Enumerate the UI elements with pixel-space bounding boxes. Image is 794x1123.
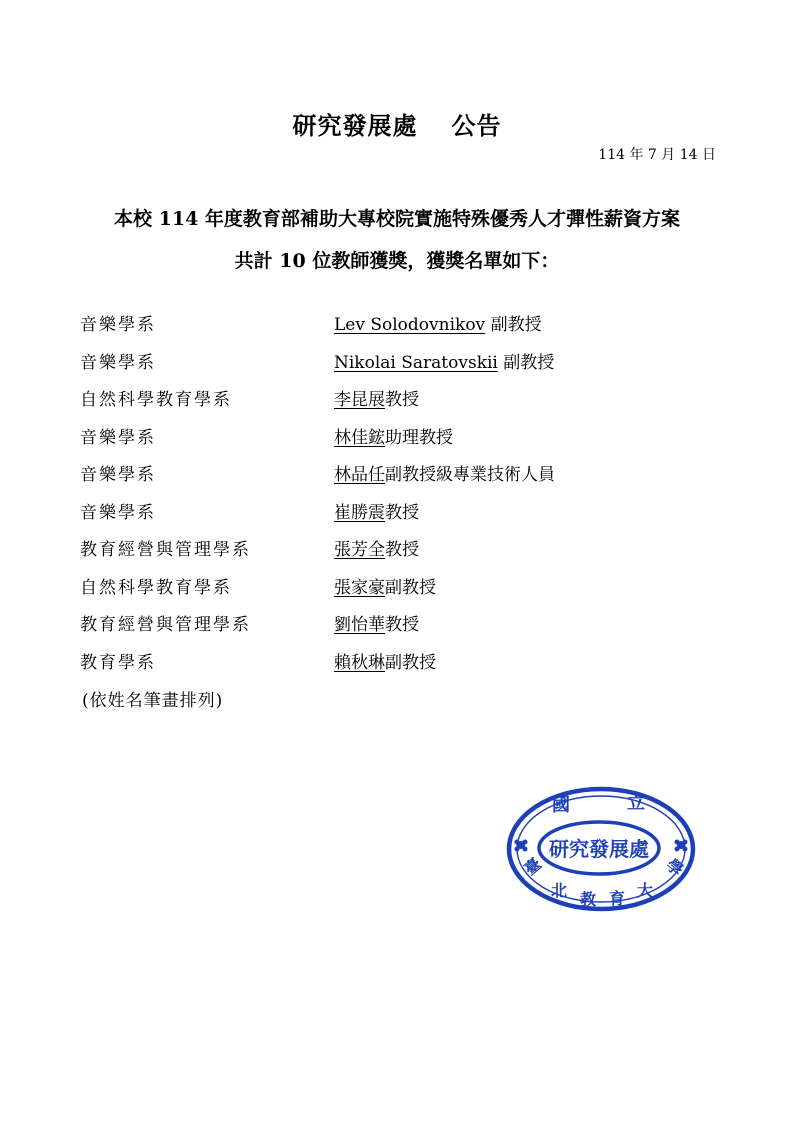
awardee-title: 副教授 (385, 652, 436, 673)
seal-char-tai: 臺 (520, 854, 545, 880)
awardee-name: 李昆展 (334, 390, 385, 410)
seal-char-li: 立 (627, 793, 645, 814)
awardee-person (334, 385, 419, 410)
awardee-person (334, 610, 419, 635)
awardee-name: 張芳全 (334, 540, 385, 560)
awardee-title: 副教授 (385, 577, 436, 598)
awardee-person (334, 498, 419, 523)
awardee-row (80, 460, 720, 498)
awardee-row (80, 348, 720, 386)
seal-char-jiao: 教 (579, 890, 597, 909)
awardee-title: 副教授 (497, 352, 555, 373)
awardee-row (80, 423, 720, 461)
seal-char-guo: 國 (552, 795, 570, 816)
awardee-row (80, 573, 720, 611)
awardee-row (80, 535, 720, 573)
awardee-department: 教育經營與管理學系 (80, 615, 251, 635)
title-announcement: 公告 (451, 111, 502, 140)
awardee-title: 副教授 (485, 315, 542, 335)
awardee-person (334, 648, 436, 673)
awardee-row (80, 310, 720, 348)
awardee-name: Lev Solodovnikov (334, 315, 486, 335)
page-title (0, 106, 794, 141)
awardee-person (334, 348, 554, 373)
seal-center-text: 研究發展處 (549, 837, 649, 861)
announcement-date: 114 年 7 月 14 日 (598, 147, 716, 163)
awardee-name: 賴秋琳 (334, 652, 385, 673)
awardee-department: 自然科學教育學系 (80, 390, 232, 410)
awardee-row (80, 385, 720, 423)
awardee-name: Nikolai Saratovskii (334, 352, 498, 373)
awardee-person (334, 573, 436, 598)
awardee-title: 教授 (385, 502, 419, 523)
awardee-title: 副教授級專業技術人員 (385, 465, 555, 485)
heading-line-2: 共計 10 位教師獲獎，獲獎名單如下： (234, 250, 560, 272)
awardee-row (80, 648, 720, 686)
awardee-department: 音樂學系 (80, 465, 156, 485)
office-seal (505, 785, 697, 913)
awardee-row (80, 498, 720, 536)
awardee-name: 崔勝震 (334, 502, 385, 523)
awardee-person (334, 535, 419, 560)
awardee-department: 自然科學教育學系 (80, 577, 232, 598)
awardee-department: 音樂學系 (80, 352, 156, 373)
awardee-title: 教授 (385, 615, 419, 635)
awardee-title: 教授 (385, 540, 419, 560)
awardee-department: 音樂學系 (80, 427, 156, 448)
awardee-person (334, 460, 555, 485)
seal-char-yu: 育 (608, 889, 626, 908)
seal-char-xue: 學 (662, 854, 687, 880)
awardee-department: 教育學系 (80, 652, 156, 673)
awardee-name: 張家豪 (334, 577, 385, 598)
awardee-department: 教育經營與管理學系 (80, 540, 251, 560)
awardee-name: 林佳鋐 (334, 427, 385, 448)
title-office: 研究發展處 (292, 111, 418, 140)
awardee-person (334, 423, 453, 448)
awardee-person (334, 310, 542, 335)
awardee-title: 助理教授 (385, 427, 453, 448)
plum-blossom-icon (515, 840, 528, 852)
awardee-list (80, 310, 720, 685)
awardee-title: 教授 (385, 390, 419, 410)
awardee-department: 音樂學系 (80, 315, 156, 335)
heading-line-1: 本校 114 年度教育部補助大專校院實施特殊優秀人才彈性薪資方案 (114, 208, 680, 230)
awardee-department: 音樂學系 (80, 502, 156, 523)
awardee-row (80, 610, 720, 648)
awardee-name: 林品任 (334, 465, 385, 485)
sorting-note: (依姓名筆畫排列) (82, 691, 224, 711)
seal-char-bei: 北 (550, 881, 568, 900)
awardee-name: 劉怡華 (334, 615, 385, 635)
seal-char-da: 大 (636, 881, 654, 900)
plum-blossom-icon (675, 840, 688, 852)
